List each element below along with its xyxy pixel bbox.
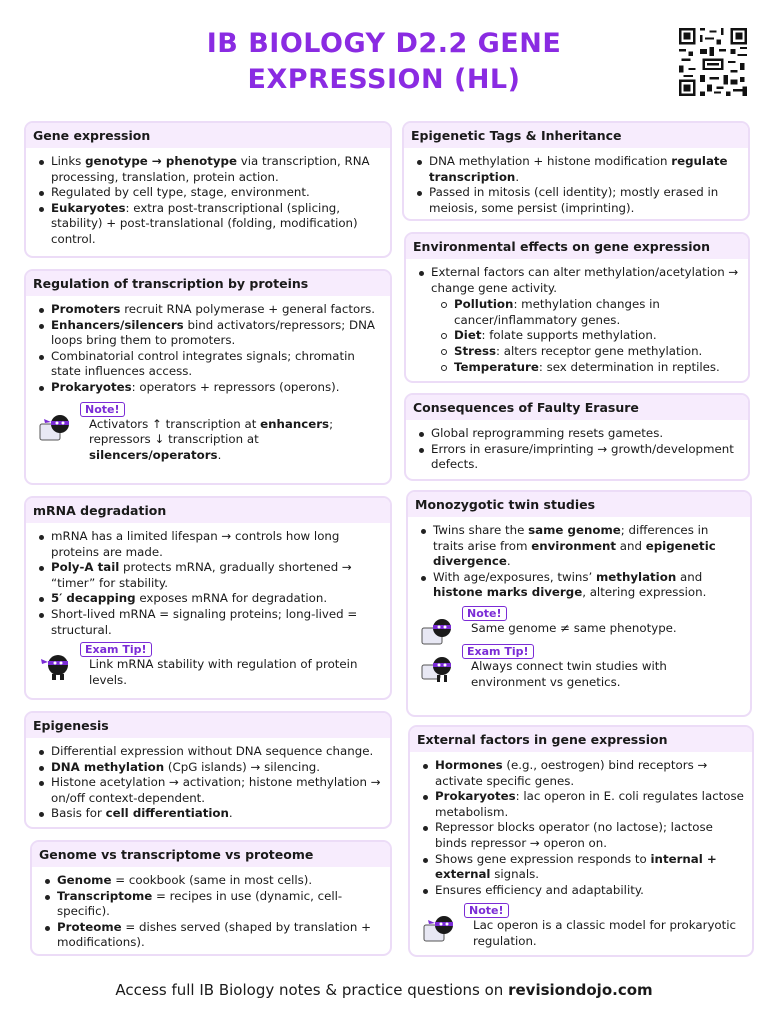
list-item: Short-lived mRNA = signaling proteins; long-lived = structural. xyxy=(34,607,382,638)
card-twin-studies xyxy=(406,490,752,717)
title-line-1: IB BIOLOGY D2.2 GENE xyxy=(206,28,562,59)
card-title: Consequences of Faulty Erasure xyxy=(406,395,748,420)
list-item: External factors can alter methylation/acetylation → change gene activity. Pollution: methylation changes in cancer/inflammatory genes. Diet: folate supports methylation. Stress: alters receptor gene methylation. Temperature: sex determination in reptiles. xyxy=(414,265,740,375)
card-faulty-erasure xyxy=(404,393,750,481)
card-gene-expression xyxy=(24,121,392,258)
card-title: Environmental effects on gene expression xyxy=(406,234,748,259)
card-title: Genome vs transcriptome vs proteome xyxy=(32,842,390,867)
card-environmental-effects xyxy=(404,232,750,383)
list-item: Transcriptome = recipes in use (dynamic, cell-specific). xyxy=(40,889,382,920)
list-item: Enhancers/silencers bind activators/repressors; DNA loops bring them to promoters. xyxy=(34,318,382,349)
note-text: Same genome ≠ same phenotype. xyxy=(471,620,677,635)
exam-tip-callout xyxy=(34,642,382,688)
card-mrna-degradation xyxy=(24,496,392,700)
note-text: Lac operon is a classic model for prokaryotic regulation. xyxy=(473,918,737,948)
list-item: With age/exposures, twins’ methylation and histone marks diverge, altering expression. xyxy=(416,570,742,601)
list-item: Ensures efficiency and adaptability. xyxy=(418,883,744,899)
card-external-factors xyxy=(408,725,754,957)
sub-list-item: Pollution: methylation changes in cancer/inflammatory genes. xyxy=(431,297,740,328)
title-line-2: EXPRESSION (HL) xyxy=(247,64,521,95)
list-item: Errors in erasure/imprinting → growth/development defects. xyxy=(414,442,740,473)
list-item: Repressor blocks operator (no lactose); lactose binds repressor → operon on. xyxy=(418,820,744,851)
card-epigenetic-tags xyxy=(402,121,750,221)
list-item: Differential expression without DNA sequence change. xyxy=(34,744,382,760)
exam-tip-tag: Exam Tip! xyxy=(462,644,534,659)
card-title: Epigenesis xyxy=(26,713,390,738)
exam-tip-tag: Exam Tip! xyxy=(80,642,152,657)
list-item: Links genotype → phenotype via transcription, RNA processing, translation, protein action. xyxy=(34,154,382,185)
list-item: Passed in mitosis (cell identity); mostly erased in meiosis, some persist (imprinting). xyxy=(412,185,740,216)
card-genome-transcriptome-proteome xyxy=(30,840,392,956)
note-callout xyxy=(416,606,742,640)
note-text: Activators ↑ transcription at enhancers; repressors ↓ transcription at silencers/operators. xyxy=(89,416,334,462)
card-title: Regulation of transcription by proteins xyxy=(26,271,390,296)
ninja-mascot-icon xyxy=(420,652,458,684)
list-item: Proteome = dishes served (shaped by translation + modifications). xyxy=(40,920,382,951)
note-tag: Note! xyxy=(464,903,509,918)
list-item: Genome = cookbook (same in most cells). xyxy=(40,873,382,889)
ninja-mascot-icon xyxy=(38,410,76,442)
list-item: Hormones (e.g., oestrogen) bind receptors → activate specific genes. xyxy=(418,758,744,789)
card-regulation xyxy=(24,269,392,485)
list-item: DNA methylation + histone modification regulate transcription. xyxy=(412,154,740,185)
list-item: Prokaryotes: lac operon in E. coli regulates lactose metabolism. xyxy=(418,789,744,820)
sub-list-item: Temperature: sex determination in reptiles. xyxy=(431,360,740,376)
list-item: Global reprogramming resets gametes. xyxy=(414,426,740,442)
ninja-mascot-icon xyxy=(422,911,460,943)
note-callout xyxy=(418,903,744,949)
list-item: Histone acetylation → activation; histone methylation → on/off context-dependent. xyxy=(34,775,382,806)
card-title: Monozygotic twin studies xyxy=(408,492,750,517)
exam-tip-text: Always connect twin studies with environment vs genetics. xyxy=(471,658,667,689)
card-title: External factors in gene expression xyxy=(410,727,752,752)
note-tag: Note! xyxy=(462,606,507,621)
list-item: DNA methylation (CpG islands) → silencing. xyxy=(34,760,382,776)
ninja-mascot-icon xyxy=(38,650,76,682)
list-item: Basis for cell differentiation. xyxy=(34,806,382,822)
footer-link[interactable]: revisiondojo.com xyxy=(508,981,653,999)
sub-list-item: Stress: alters receptor gene methylation. xyxy=(431,344,740,360)
list-item: Twins share the same genome; differences in traits arise from environment and epigenetic divergence. xyxy=(416,523,742,570)
list-item: 5′ decapping exposes mRNA for degradation. xyxy=(34,591,382,607)
card-epigenesis xyxy=(24,711,392,829)
list-item: Eukaryotes: extra post-transcriptional (splicing, stability) + post-translational (folding, modification) control. xyxy=(34,201,382,248)
qr-code-icon[interactable] xyxy=(678,28,748,96)
list-item: Poly-A tail protects mRNA, gradually shortened → “timer” for stability. xyxy=(34,560,382,591)
list-item: Regulated by cell type, stage, environment. xyxy=(34,185,382,201)
exam-tip-callout xyxy=(416,644,742,690)
card-title: mRNA degradation xyxy=(26,498,390,523)
list-item: mRNA has a limited lifespan → controls how long proteins are made. xyxy=(34,529,382,560)
footer xyxy=(0,980,768,1000)
footer-text: Access full IB Biology notes & practice questions on xyxy=(115,981,509,999)
ninja-mascot-icon xyxy=(420,614,458,646)
list-item: Shows gene expression responds to internal + external signals. xyxy=(418,852,744,883)
exam-tip-text: Link mRNA stability with regulation of protein levels. xyxy=(89,657,358,687)
card-title: Gene expression xyxy=(26,123,390,148)
page-title xyxy=(150,26,618,98)
note-tag: Note! xyxy=(80,402,125,417)
note-callout xyxy=(34,402,382,464)
list-item: Prokaryotes: operators + repressors (operons). xyxy=(34,380,382,396)
list-item: Combinatorial control integrates signals; chromatin state influences access. xyxy=(34,349,382,380)
list-item: Promoters recruit RNA polymerase + general factors. xyxy=(34,302,382,318)
sub-list-item: Diet: folate supports methylation. xyxy=(431,328,740,344)
card-title: Epigenetic Tags & Inheritance xyxy=(404,123,748,148)
